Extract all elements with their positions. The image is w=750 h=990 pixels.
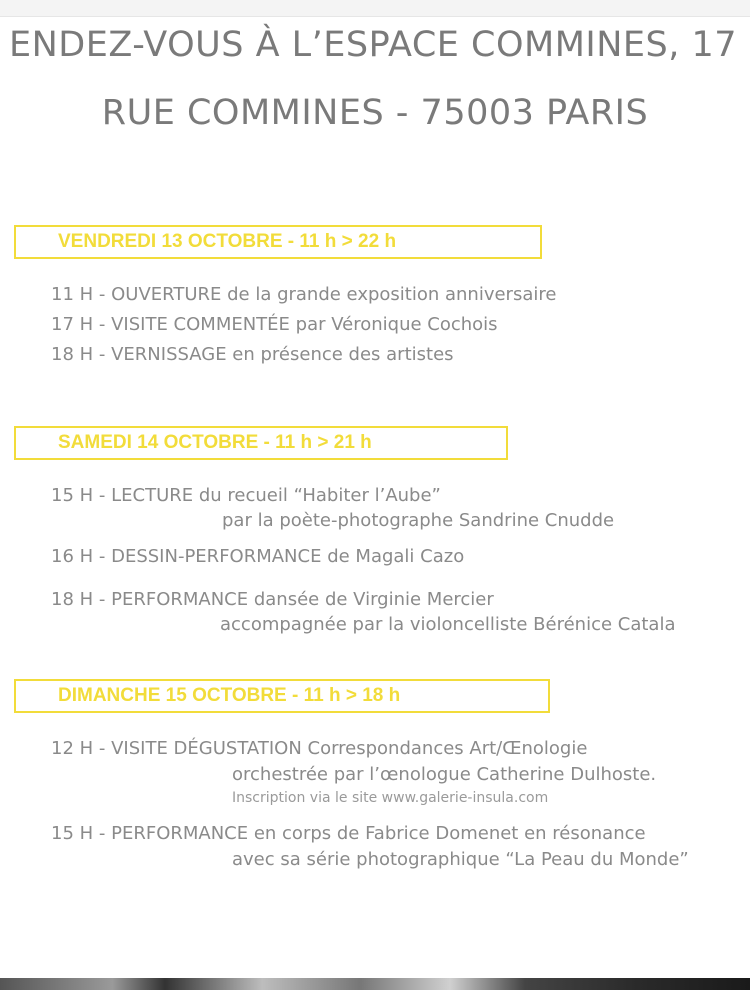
day-heading-sunday: DIMANCHE 15 OCTOBRE - 11 h > 18 h <box>14 679 550 713</box>
event-friday-2: 17 H - VISITE COMMENTÉE par Véronique Cochois <box>51 314 498 335</box>
page-title-line-2: RUE COMMINES - 75003 PARIS <box>101 93 649 133</box>
top-image-strip <box>0 0 750 17</box>
day-heading-saturday: SAMEDI 14 OCTOBRE - 11 h > 21 h <box>14 426 508 460</box>
event-sunday-1-detail: orchestrée par l’œnologue Catherine Dulhoste. <box>232 764 657 785</box>
event-sunday-1: 12 H - VISITE DÉGUSTATION Correspondances Art/Œnologie <box>51 738 588 759</box>
event-friday-1: 11 H - OUVERTURE de la grande exposition anniversaire <box>51 284 557 305</box>
event-saturday-3: 18 H - PERFORMANCE dansée de Virginie Mercier <box>51 589 494 610</box>
event-sunday-2: 15 H - PERFORMANCE en corps de Fabrice Domenet en résonance <box>51 823 646 844</box>
bottom-image-strip <box>0 978 750 990</box>
event-friday-3: 18 H - VERNISSAGE en présence des artistes <box>51 344 454 365</box>
page-title-line-1: ENDEZ-VOUS À L’ESPACE COMMINES, 17 <box>8 25 738 65</box>
event-saturday-2: 16 H - DESSIN-PERFORMANCE de Magali Cazo <box>51 546 465 567</box>
event-saturday-1: 15 H - LECTURE du recueil “Habiter l’Aube” <box>51 485 441 506</box>
day-heading-friday: VENDREDI 13 OCTOBRE - 11 h > 22 h <box>14 225 542 259</box>
event-saturday-1-detail: par la poète-photographe Sandrine Cnudde <box>222 510 615 531</box>
event-sunday-1-note: Inscription via le site www.galerie-insula.com <box>232 790 549 806</box>
event-sunday-2-detail: avec sa série photographique “La Peau du Monde” <box>232 849 689 870</box>
event-saturday-3-detail: accompagnée par la violoncelliste Bérénice Catala <box>220 614 676 635</box>
